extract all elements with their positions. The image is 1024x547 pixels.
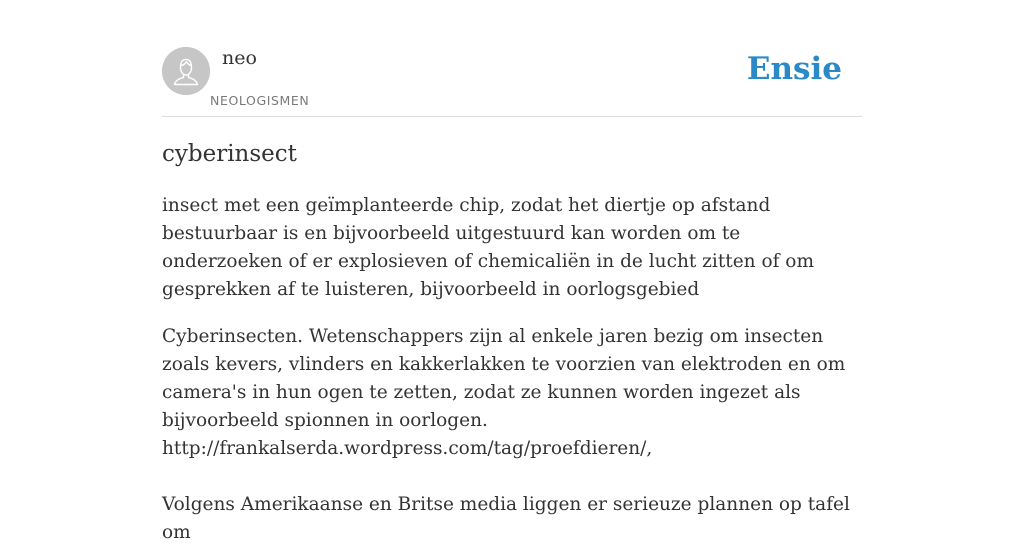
example-source-link[interactable]: http://frankalserda.wordpress.com/tag/proefdieren/,	[162, 438, 653, 459]
example-text: Cyberinsecten. Wetenschappers zijn al enkele jaren bezig om insecten zoals kevers, vlinders en kakkerlakken te voorzien van elektroden en om camera's in hun ogen te zetten, zodat ze kunnen worden ingezet als bijvoorbeeld spionnen in oorlogen.	[162, 326, 846, 431]
example-continuation: Volgens Amerikaanse en Britse media liggen er serieuze plannen op tafel om	[162, 494, 850, 543]
entry-term: cyberinsect	[162, 141, 297, 167]
avatar[interactable]	[162, 47, 210, 95]
ensie-logo[interactable]: Ensie	[746, 51, 842, 87]
card-header	[162, 0, 862, 117]
paragraph-spacer	[162, 463, 862, 491]
category-label[interactable]: NEOLOGISMEN	[210, 93, 310, 108]
entry-example	[162, 323, 862, 547]
user-silhouette-icon	[162, 47, 210, 95]
entry-definition: insect met een geïmplanteerde chip, zodat het diertje op afstand bestuurbaar is en bijvoorbeeld uitgestuurd kan worden om te onderzoeken of er explosieven of chemicaliën in de lucht zitten of om gesprekken af te luisteren, bijvoorbeeld in oorlogsgebied	[162, 195, 814, 300]
ensie-card	[162, 0, 862, 543]
author-name[interactable]: neo	[222, 47, 257, 69]
